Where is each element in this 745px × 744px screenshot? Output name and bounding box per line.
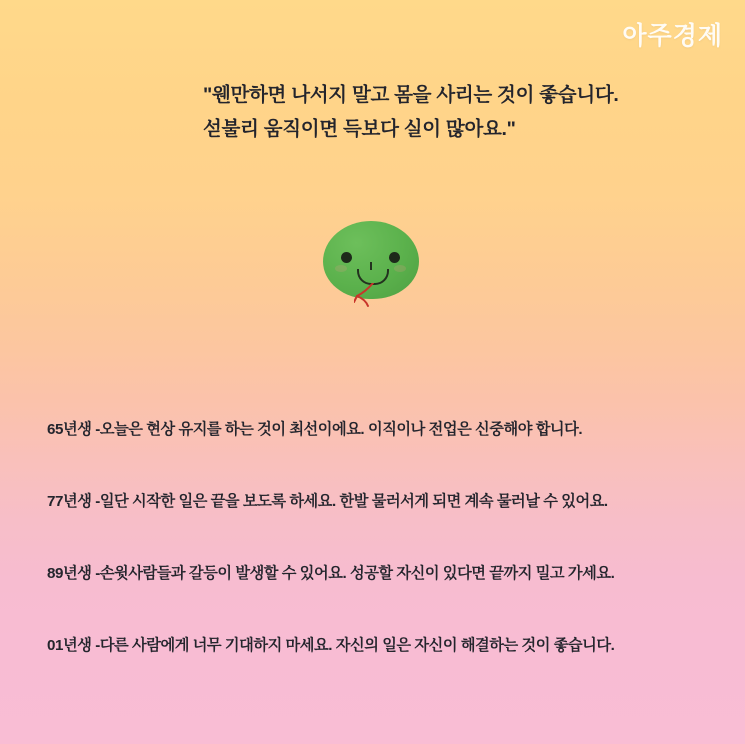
list-item [47,562,707,583]
fortune-text: 손윗사람들과 갈등이 발생할 수 있어요. 성공할 자신이 있다면 끝까지 밀고 가세요. [99,565,615,582]
quote-block [0,78,745,146]
fortune-text: 오늘은 현상 유지를 하는 것이 최선이에요. 이직이나 전업은 신중해야 합니다. [99,421,583,438]
list-item [47,634,707,655]
snake-tongue-icon [354,283,390,309]
fortune-year-label: 77년생 - [47,493,100,510]
snake-eye-right [389,252,400,263]
publisher-watermark: 아주경제 [622,22,723,50]
snake-mascot-icon [323,221,419,311]
snake-eye-left [341,252,352,263]
fortune-list [47,418,707,655]
quote-line-2: 섣불리 움직이면 득보다 실이 많아요." [203,118,516,140]
snake-blush-left [335,265,347,272]
fortune-year-label: 89년생 - [47,565,100,582]
fortune-year-label: 65년생 - [47,421,100,438]
list-item [47,418,707,439]
fortune-text: 일단 시작한 일은 끝을 보도록 하세요. 한발 물러서게 되면 계속 물러날 수 있어요. [99,493,608,510]
snake-blush-right [394,265,406,272]
quote-line-1: "웬만하면 나서지 말고 몸을 사리는 것이 좋습니다. [203,84,619,106]
list-item [47,490,707,511]
fortune-text: 다른 사람에게 너무 기대하지 마세요. 자신의 일은 자신이 해결하는 것이 좋습니다. [99,637,615,654]
fortune-year-label: 01년생 - [47,637,100,654]
